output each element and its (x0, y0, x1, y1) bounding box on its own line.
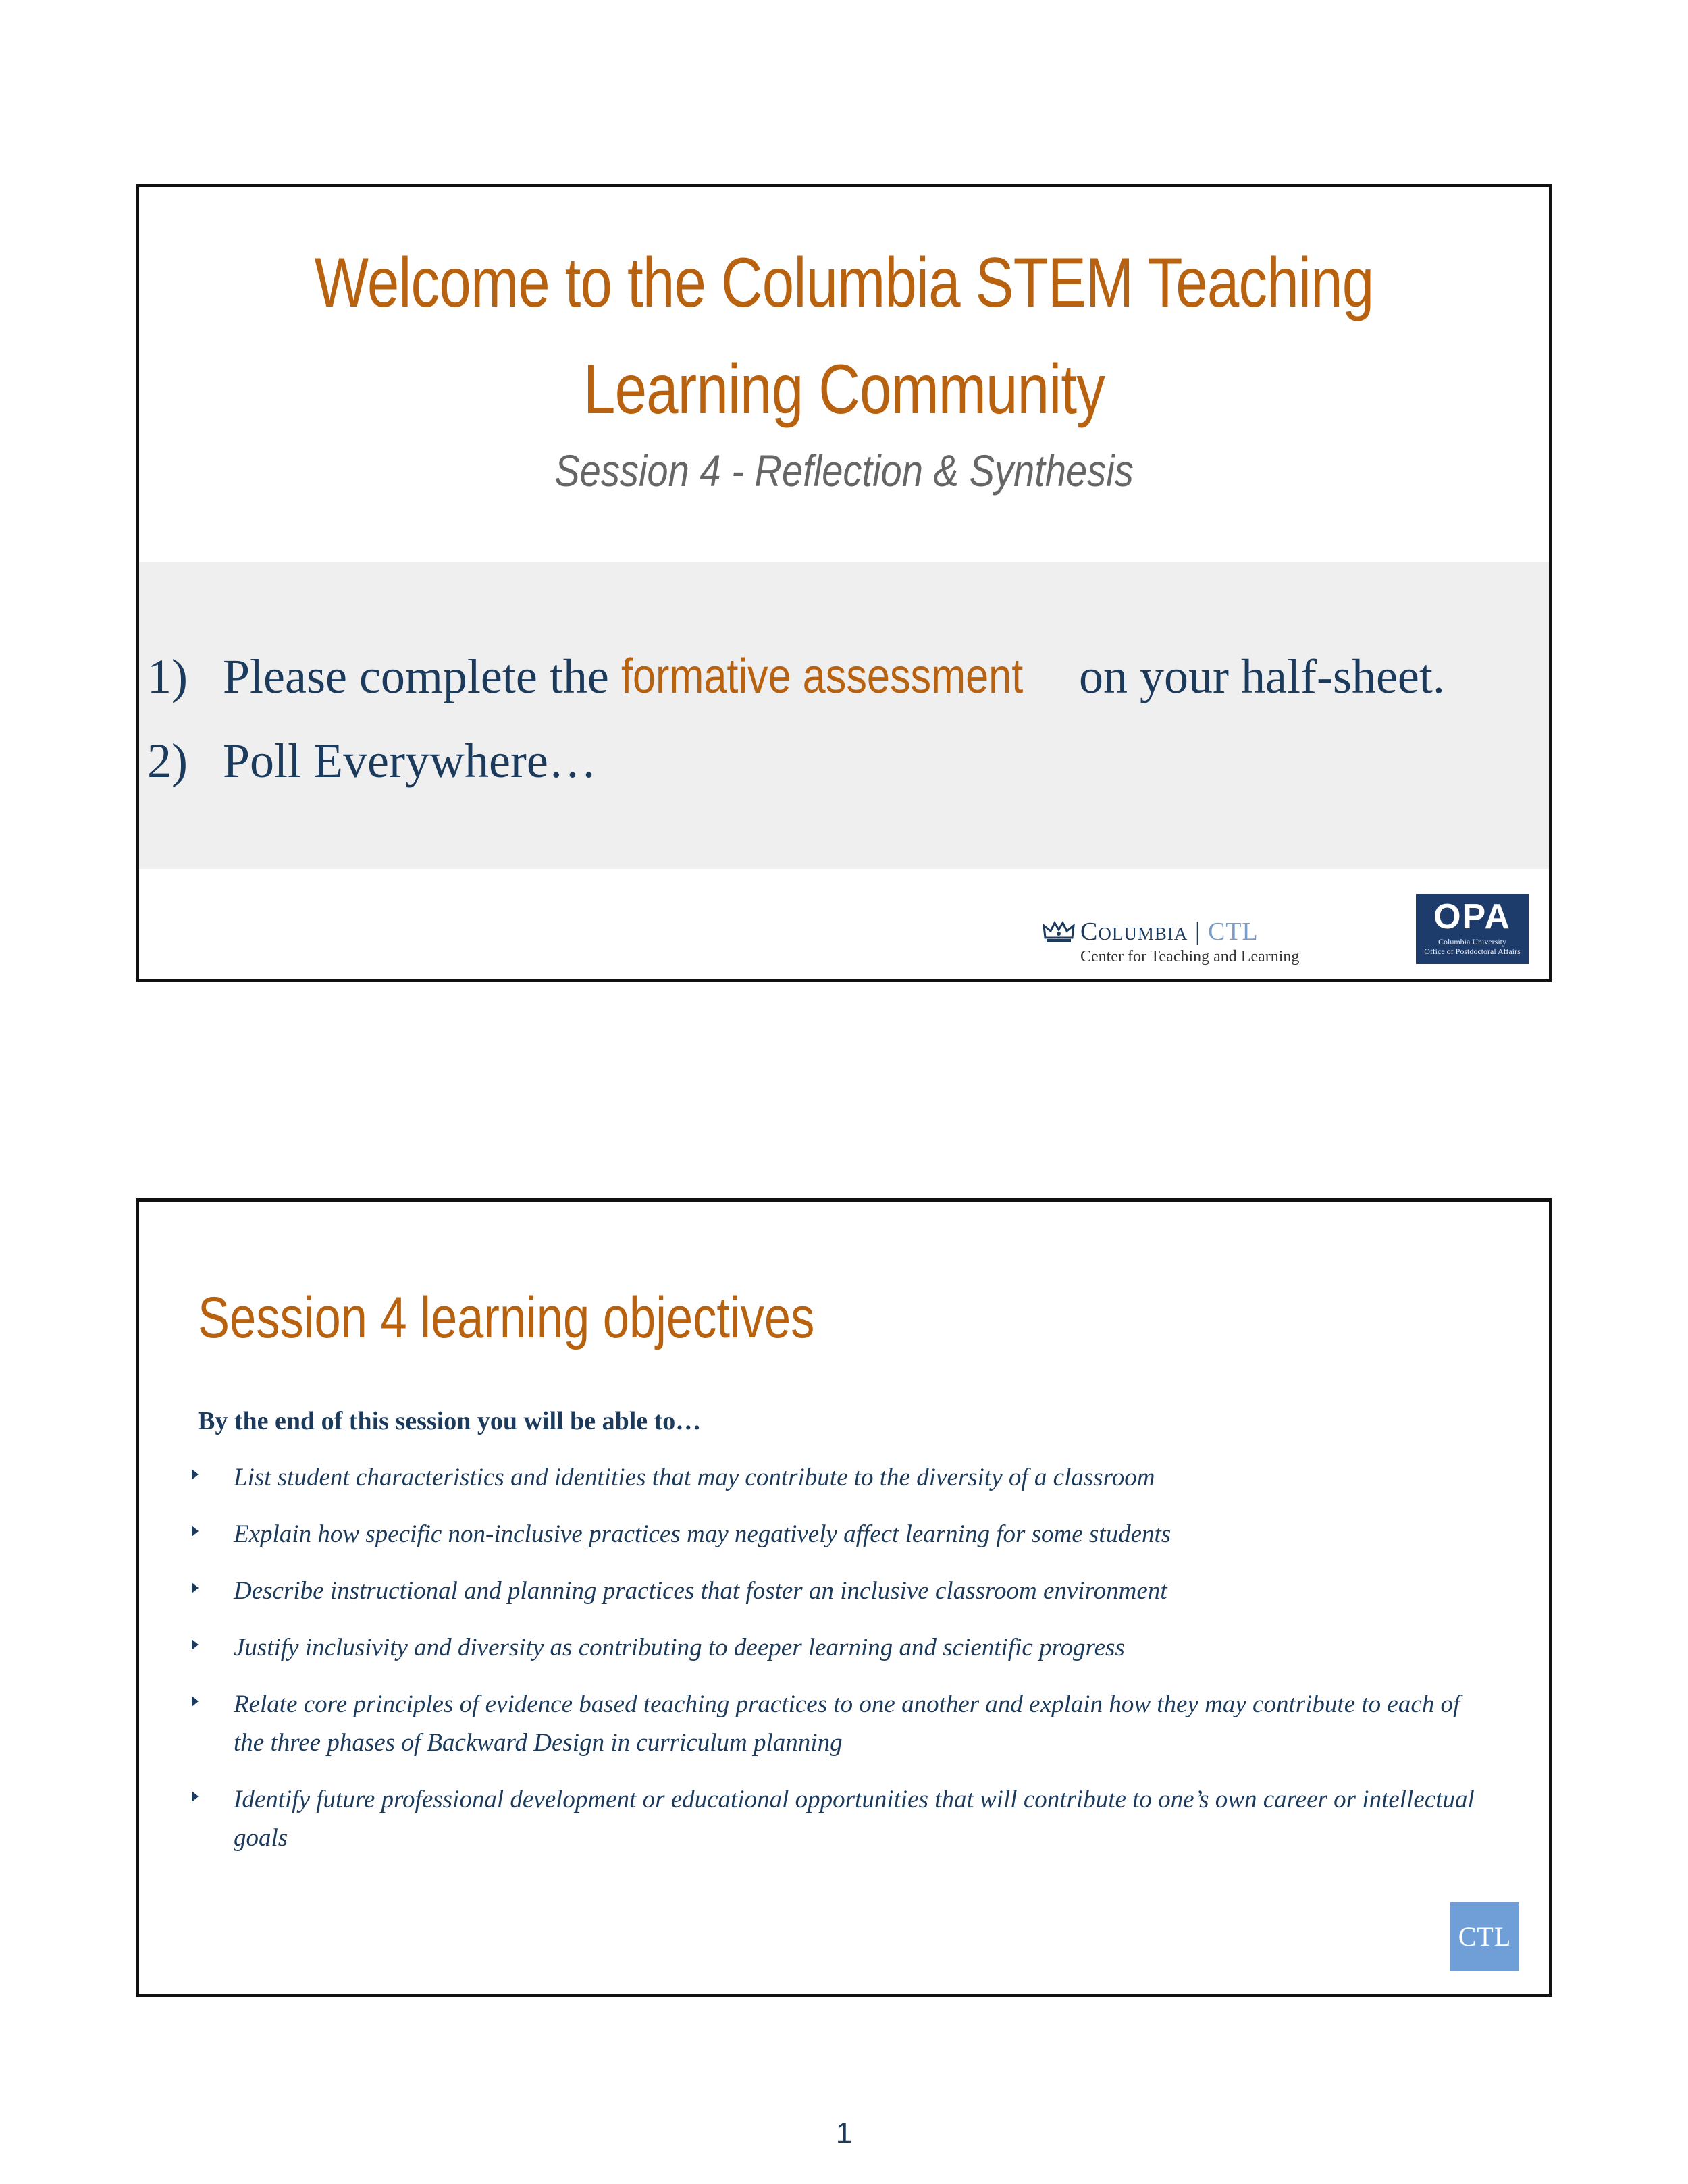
objective-item (186, 1628, 1496, 1667)
bullet-arrow-icon (192, 1791, 199, 1802)
slide-subtitle: Session 4 - Reflection & Synthesis (554, 446, 1134, 496)
instruction-text: Poll Everywhere… (223, 734, 597, 788)
columbia-subtitle: Center for Teaching and Learning (1080, 948, 1300, 965)
objective-text: Describe instructional and planning practices that foster an inclusive classroom environment (234, 1577, 1167, 1605)
objective-text: Relate core principles of evidence based teaching practices to one another and explain how they may contribute to each of the three phases of Backward Design in curriculum planning (234, 1690, 1460, 1757)
slide-welcome (136, 184, 1552, 982)
objective-item (186, 1780, 1496, 1857)
columbia-ctl: CTL (1207, 917, 1259, 946)
objective-text: List student characteristics and identities that may contribute to the diversity of a classroom (234, 1464, 1155, 1491)
bullet-arrow-icon (192, 1639, 199, 1650)
objective-item (186, 1515, 1496, 1553)
columbia-wordmark: Columbia | CTL (1080, 917, 1259, 946)
page-number: 1 (835, 2116, 853, 2150)
instruction-number: 1) (147, 649, 188, 703)
opa-name: OPA (1433, 897, 1511, 936)
objective-text: Explain how specific non-inclusive practices may negatively affect learning for some students (234, 1520, 1171, 1548)
instruction-highlight: formative assessment (621, 649, 1023, 703)
slide-title-line-2: Learning Community (583, 350, 1105, 429)
objectives-title: Session 4 learning objectives (198, 1285, 815, 1350)
instruction-item-1 (147, 643, 1445, 710)
objective-item (186, 1685, 1496, 1762)
objectives-intro: By the end of this session you will be able to… (198, 1407, 702, 1435)
objective-item (186, 1458, 1496, 1497)
instruction-number: 2) (147, 734, 188, 788)
ctl-logo: CTL (1450, 1902, 1519, 1971)
slide-objectives (136, 1198, 1552, 1997)
instruction-text-before: Please complete the (223, 649, 621, 703)
bullet-arrow-icon (192, 1526, 199, 1537)
columbia-name: Columbia (1080, 917, 1188, 946)
slide-title-line-1: Welcome to the Columbia STEM Teaching (314, 244, 1374, 322)
bullet-arrow-icon (192, 1696, 199, 1707)
columbia-ctl-logo (1043, 915, 1326, 969)
opa-sub-1: Columbia University (1438, 937, 1506, 947)
objective-item (186, 1572, 1496, 1610)
instruction-text-after: on your half-sheet. (1067, 649, 1445, 703)
instruction-item-2 (147, 727, 597, 795)
objective-text: Identify future professional development or educational opportunities that will contribute to one’s own career or intellectual goals (234, 1786, 1475, 1852)
opa-sub-2: Office of Postdoctoral Affairs (1424, 947, 1521, 956)
bullet-arrow-icon (192, 1582, 199, 1593)
objectives-list (186, 1458, 1496, 1875)
instructions-band (139, 562, 1549, 869)
bullet-arrow-icon (192, 1469, 199, 1480)
crown-icon (1043, 920, 1075, 944)
objective-text: Justify inclusivity and diversity as contributing to deeper learning and scientific progress (234, 1634, 1125, 1661)
opa-logo (1416, 894, 1529, 964)
